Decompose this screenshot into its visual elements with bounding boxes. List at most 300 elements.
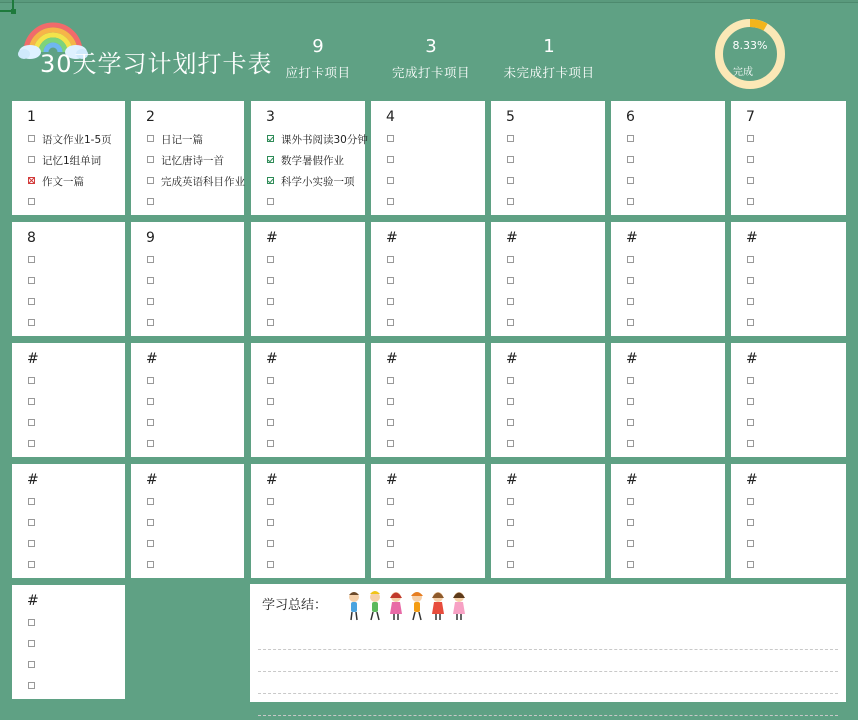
checkbox-icon[interactable] bbox=[147, 277, 154, 284]
checkbox-icon[interactable] bbox=[507, 440, 514, 447]
checkbox-icon[interactable] bbox=[387, 498, 394, 505]
task-item[interactable] bbox=[507, 538, 521, 552]
task-item[interactable] bbox=[507, 154, 521, 168]
task-item[interactable] bbox=[507, 317, 521, 331]
checkbox-icon[interactable] bbox=[28, 419, 35, 426]
day-card[interactable] bbox=[251, 464, 365, 578]
checkbox-icon[interactable] bbox=[747, 277, 754, 284]
day-card[interactable] bbox=[251, 343, 365, 457]
task-item[interactable] bbox=[747, 154, 761, 168]
task-item[interactable] bbox=[507, 296, 521, 310]
checkbox-icon[interactable] bbox=[747, 377, 754, 384]
task-text: 完成英语科目作业 bbox=[161, 176, 245, 188]
task-item[interactable] bbox=[747, 438, 761, 452]
day-number: 7 bbox=[746, 109, 755, 125]
checkbox-icon[interactable] bbox=[28, 619, 35, 626]
task-item[interactable] bbox=[147, 196, 161, 210]
checkbox-icon[interactable] bbox=[507, 377, 514, 384]
day-card[interactable] bbox=[731, 343, 846, 457]
task-item[interactable] bbox=[507, 559, 521, 573]
checkbox-icon[interactable] bbox=[147, 319, 154, 326]
checkbox-icon[interactable] bbox=[28, 135, 35, 142]
checkbox-icon[interactable] bbox=[507, 519, 514, 526]
task-item[interactable] bbox=[267, 196, 281, 210]
task-item[interactable] bbox=[387, 133, 401, 147]
task-item[interactable] bbox=[387, 175, 401, 189]
task-item[interactable] bbox=[28, 517, 42, 531]
task-item[interactable] bbox=[267, 317, 281, 331]
progress-donut bbox=[714, 18, 786, 90]
task-item[interactable] bbox=[147, 538, 161, 552]
task-item[interactable] bbox=[28, 396, 42, 410]
task-item[interactable] bbox=[387, 375, 401, 389]
day-number: # bbox=[146, 472, 158, 488]
checkbox-icon[interactable] bbox=[147, 540, 154, 547]
checkbox-icon[interactable] bbox=[387, 198, 394, 205]
task-item[interactable] bbox=[267, 417, 281, 431]
day-number: # bbox=[146, 351, 158, 367]
day-card[interactable] bbox=[12, 101, 125, 215]
checkbox-icon[interactable] bbox=[147, 419, 154, 426]
checkbox-icon[interactable] bbox=[147, 177, 154, 184]
checkbox-icon[interactable] bbox=[387, 298, 394, 305]
task-item[interactable] bbox=[267, 538, 281, 552]
task-item[interactable] bbox=[627, 133, 641, 147]
day-number: # bbox=[506, 472, 518, 488]
task-item[interactable] bbox=[747, 254, 761, 268]
task-item[interactable] bbox=[387, 196, 401, 210]
checkbox-icon[interactable] bbox=[507, 540, 514, 547]
checkbox-icon[interactable] bbox=[267, 540, 274, 547]
task-item[interactable] bbox=[267, 559, 281, 573]
checkbox-icon[interactable] bbox=[387, 177, 394, 184]
checkbox-icon[interactable] bbox=[28, 519, 35, 526]
day-card[interactable] bbox=[131, 222, 244, 336]
checkbox-icon[interactable] bbox=[747, 440, 754, 447]
task-item[interactable] bbox=[147, 496, 161, 510]
task-item[interactable] bbox=[28, 538, 42, 552]
summary-label: 学习总结： bbox=[262, 598, 328, 613]
task-item[interactable] bbox=[147, 254, 161, 268]
task-text: 作文一篇 bbox=[42, 176, 84, 188]
task-item[interactable] bbox=[267, 296, 281, 310]
checkbox-icon[interactable] bbox=[147, 377, 154, 384]
day-number: # bbox=[746, 230, 758, 246]
checkbox-icon[interactable] bbox=[387, 377, 394, 384]
task-item[interactable] bbox=[267, 154, 344, 168]
task-item[interactable] bbox=[28, 154, 101, 168]
checkbox-icon[interactable] bbox=[28, 377, 35, 384]
checkbox-icon[interactable] bbox=[747, 177, 754, 184]
task-item[interactable] bbox=[747, 517, 761, 531]
task-item[interactable] bbox=[267, 175, 355, 189]
summary-line[interactable] bbox=[258, 628, 838, 650]
checkbox-icon[interactable] bbox=[147, 198, 154, 205]
checkbox-icon[interactable] bbox=[28, 256, 35, 263]
task-item[interactable] bbox=[627, 559, 641, 573]
checkbox-icon[interactable] bbox=[147, 498, 154, 505]
stat-completed-label: 完成打卡项目 bbox=[391, 65, 470, 80]
task-item[interactable] bbox=[387, 517, 401, 531]
task-item[interactable] bbox=[28, 680, 42, 694]
task-item[interactable] bbox=[28, 296, 42, 310]
task-item[interactable] bbox=[28, 496, 42, 510]
checkbox-icon[interactable] bbox=[747, 498, 754, 505]
checkbox-icon[interactable] bbox=[507, 177, 514, 184]
checkbox-icon[interactable] bbox=[28, 398, 35, 405]
cell-selection-handle[interactable] bbox=[0, 0, 14, 12]
checkbox-icon[interactable] bbox=[747, 135, 754, 142]
day-card[interactable] bbox=[611, 343, 725, 457]
checkbox-icon[interactable] bbox=[747, 419, 754, 426]
checkbox-icon[interactable] bbox=[627, 540, 634, 547]
checked-checkbox-icon[interactable] bbox=[267, 156, 274, 163]
task-item[interactable] bbox=[747, 396, 761, 410]
task-item[interactable] bbox=[627, 296, 641, 310]
kids-illustration bbox=[344, 588, 474, 624]
day-number: 1 bbox=[27, 109, 36, 125]
checkbox-icon[interactable] bbox=[28, 440, 35, 447]
day-number: 2 bbox=[146, 109, 155, 125]
task-item[interactable] bbox=[28, 275, 42, 289]
task-item[interactable] bbox=[627, 438, 641, 452]
task-item[interactable] bbox=[627, 417, 641, 431]
task-item[interactable] bbox=[627, 396, 641, 410]
checkbox-icon[interactable] bbox=[747, 198, 754, 205]
task-item[interactable] bbox=[28, 417, 42, 431]
task-item[interactable] bbox=[747, 538, 761, 552]
checkbox-icon[interactable] bbox=[267, 319, 274, 326]
checked-checkbox-icon[interactable] bbox=[267, 177, 274, 184]
checkbox-icon[interactable] bbox=[507, 398, 514, 405]
checkbox-icon[interactable] bbox=[147, 440, 154, 447]
checkbox-icon[interactable] bbox=[267, 519, 274, 526]
task-item[interactable] bbox=[28, 617, 42, 631]
progress-done-label: 完成 bbox=[733, 67, 753, 78]
checkbox-icon[interactable] bbox=[387, 277, 394, 284]
checkbox-icon[interactable] bbox=[627, 319, 634, 326]
task-item[interactable] bbox=[747, 417, 761, 431]
task-item[interactable] bbox=[747, 375, 761, 389]
day-card[interactable] bbox=[491, 222, 605, 336]
checkbox-icon[interactable] bbox=[267, 440, 274, 447]
task-item[interactable] bbox=[747, 275, 761, 289]
task-item[interactable] bbox=[627, 196, 641, 210]
day-number: # bbox=[386, 472, 398, 488]
stat-uncompleted-value: 1 bbox=[543, 36, 555, 57]
checkbox-icon[interactable] bbox=[507, 419, 514, 426]
checkbox-icon[interactable] bbox=[267, 256, 274, 263]
task-item[interactable] bbox=[747, 196, 761, 210]
checkbox-icon[interactable] bbox=[627, 440, 634, 447]
day-card[interactable] bbox=[731, 101, 846, 215]
checkbox-icon[interactable] bbox=[507, 319, 514, 326]
task-item[interactable] bbox=[387, 317, 401, 331]
checkbox-icon[interactable] bbox=[627, 419, 634, 426]
day-card[interactable] bbox=[371, 101, 485, 215]
day-number: # bbox=[746, 351, 758, 367]
checkbox-icon[interactable] bbox=[147, 298, 154, 305]
task-item[interactable] bbox=[507, 275, 521, 289]
checkbox-icon[interactable] bbox=[627, 277, 634, 284]
task-item[interactable] bbox=[507, 517, 521, 531]
task-item[interactable] bbox=[267, 438, 281, 452]
task-item[interactable] bbox=[267, 396, 281, 410]
day-number: # bbox=[626, 351, 638, 367]
day-number: # bbox=[386, 230, 398, 246]
study-summary[interactable] bbox=[250, 584, 846, 702]
day-number: 5 bbox=[506, 109, 515, 125]
checkbox-icon[interactable] bbox=[28, 156, 35, 163]
task-item[interactable] bbox=[387, 275, 401, 289]
task-item[interactable] bbox=[28, 196, 42, 210]
task-item[interactable] bbox=[747, 133, 761, 147]
checkbox-icon[interactable] bbox=[627, 198, 634, 205]
checkbox-icon[interactable] bbox=[507, 277, 514, 284]
checkbox-icon[interactable] bbox=[147, 135, 154, 142]
checkbox-icon[interactable] bbox=[507, 156, 514, 163]
task-item[interactable] bbox=[28, 133, 112, 147]
checkbox-icon[interactable] bbox=[267, 377, 274, 384]
checkbox-icon[interactable] bbox=[507, 135, 514, 142]
stat-uncompleted-label: 未完成打卡项目 bbox=[503, 65, 595, 80]
checkbox-icon[interactable] bbox=[387, 398, 394, 405]
task-item[interactable] bbox=[28, 375, 42, 389]
day-number: # bbox=[27, 593, 39, 609]
task-item[interactable] bbox=[387, 496, 401, 510]
day-card[interactable] bbox=[611, 464, 725, 578]
task-item[interactable] bbox=[28, 317, 42, 331]
task-item[interactable] bbox=[28, 175, 84, 189]
day-card[interactable] bbox=[131, 343, 244, 457]
checkbox-icon[interactable] bbox=[627, 256, 634, 263]
task-item[interactable] bbox=[627, 175, 641, 189]
task-item[interactable] bbox=[747, 317, 761, 331]
day-card[interactable] bbox=[131, 464, 244, 578]
task-text: 日记一篇 bbox=[161, 134, 203, 146]
task-item[interactable] bbox=[147, 517, 161, 531]
task-item[interactable] bbox=[627, 517, 641, 531]
task-item[interactable] bbox=[627, 317, 641, 331]
task-item[interactable] bbox=[507, 375, 521, 389]
task-item[interactable] bbox=[627, 375, 641, 389]
checkbox-icon[interactable] bbox=[387, 540, 394, 547]
task-item[interactable] bbox=[147, 154, 224, 168]
checkbox-icon[interactable] bbox=[387, 156, 394, 163]
task-item[interactable] bbox=[387, 538, 401, 552]
checkbox-icon[interactable] bbox=[28, 682, 35, 689]
task-item[interactable] bbox=[147, 296, 161, 310]
day-card[interactable] bbox=[251, 222, 365, 336]
day-card[interactable] bbox=[731, 464, 846, 578]
page-title: 30天学习计划打卡表 bbox=[40, 50, 273, 78]
task-item[interactable] bbox=[507, 496, 521, 510]
day-card[interactable] bbox=[251, 101, 368, 215]
task-item[interactable] bbox=[627, 538, 641, 552]
checkbox-icon[interactable] bbox=[267, 398, 274, 405]
checkbox-icon[interactable] bbox=[28, 640, 35, 647]
task-item[interactable] bbox=[267, 275, 281, 289]
summary-line[interactable] bbox=[258, 694, 838, 716]
checkbox-icon[interactable] bbox=[147, 256, 154, 263]
task-item[interactable] bbox=[147, 275, 161, 289]
checkbox-icon[interactable] bbox=[507, 298, 514, 305]
summary-writing-lines[interactable] bbox=[258, 628, 838, 716]
task-item[interactable] bbox=[507, 175, 521, 189]
task-item[interactable] bbox=[28, 559, 42, 573]
stat-completed bbox=[376, 36, 486, 82]
checkbox-icon[interactable] bbox=[627, 298, 634, 305]
task-item[interactable] bbox=[747, 296, 761, 310]
task-item[interactable] bbox=[267, 254, 281, 268]
task-text: 记忆1组单词 bbox=[42, 155, 102, 167]
checkbox-icon[interactable] bbox=[747, 540, 754, 547]
task-item[interactable] bbox=[267, 496, 281, 510]
checkbox-icon[interactable] bbox=[747, 561, 754, 568]
checkbox-icon[interactable] bbox=[267, 298, 274, 305]
checkbox-icon[interactable] bbox=[747, 156, 754, 163]
summary-line[interactable] bbox=[258, 672, 838, 694]
task-item[interactable] bbox=[747, 496, 761, 510]
day-card[interactable] bbox=[371, 343, 485, 457]
day-card[interactable] bbox=[491, 343, 605, 457]
task-item[interactable] bbox=[147, 438, 161, 452]
task-item[interactable] bbox=[147, 317, 161, 331]
task-item[interactable] bbox=[507, 396, 521, 410]
crossed-checkbox-icon[interactable] bbox=[28, 177, 35, 184]
checkbox-icon[interactable] bbox=[28, 198, 35, 205]
checkbox-icon[interactable] bbox=[627, 177, 634, 184]
task-item[interactable] bbox=[747, 175, 761, 189]
day-card[interactable] bbox=[371, 222, 485, 336]
checkbox-icon[interactable] bbox=[387, 135, 394, 142]
checkbox-icon[interactable] bbox=[28, 498, 35, 505]
task-item[interactable] bbox=[387, 559, 401, 573]
day-number: 6 bbox=[626, 109, 635, 125]
day-card[interactable] bbox=[491, 464, 605, 578]
day-card[interactable] bbox=[12, 585, 125, 699]
checkbox-icon[interactable] bbox=[387, 519, 394, 526]
summary-line[interactable] bbox=[258, 650, 838, 672]
task-item[interactable] bbox=[627, 154, 641, 168]
checkbox-icon[interactable] bbox=[28, 277, 35, 284]
task-item[interactable] bbox=[267, 375, 281, 389]
task-item[interactable] bbox=[28, 438, 42, 452]
task-item[interactable] bbox=[267, 517, 281, 531]
checkbox-icon[interactable] bbox=[387, 561, 394, 568]
checkbox-icon[interactable] bbox=[267, 198, 274, 205]
progress-percent: 8.33% bbox=[732, 39, 768, 52]
day-card[interactable] bbox=[371, 464, 485, 578]
checkbox-icon[interactable] bbox=[747, 519, 754, 526]
task-item[interactable] bbox=[147, 375, 161, 389]
checkbox-icon[interactable] bbox=[147, 561, 154, 568]
task-item[interactable] bbox=[627, 496, 641, 510]
day-card[interactable] bbox=[12, 464, 125, 578]
task-item[interactable] bbox=[147, 133, 203, 147]
day-number: 3 bbox=[266, 109, 275, 125]
checked-checkbox-icon[interactable] bbox=[267, 135, 274, 142]
checkbox-icon[interactable] bbox=[507, 561, 514, 568]
task-item[interactable] bbox=[387, 438, 401, 452]
task-item[interactable] bbox=[507, 438, 521, 452]
task-item[interactable] bbox=[267, 133, 368, 147]
task-item[interactable] bbox=[147, 396, 161, 410]
checkbox-icon[interactable] bbox=[387, 419, 394, 426]
checkbox-icon[interactable] bbox=[627, 519, 634, 526]
task-item[interactable] bbox=[147, 175, 245, 189]
checkbox-icon[interactable] bbox=[267, 419, 274, 426]
task-item[interactable] bbox=[147, 417, 161, 431]
checkbox-icon[interactable] bbox=[28, 319, 35, 326]
task-item[interactable] bbox=[747, 559, 761, 573]
day-card[interactable] bbox=[611, 101, 725, 215]
checkbox-icon[interactable] bbox=[387, 256, 394, 263]
task-item[interactable] bbox=[387, 417, 401, 431]
task-item[interactable] bbox=[387, 154, 401, 168]
task-item[interactable] bbox=[507, 417, 521, 431]
task-item[interactable] bbox=[507, 254, 521, 268]
day-card[interactable] bbox=[611, 222, 725, 336]
checkbox-icon[interactable] bbox=[747, 298, 754, 305]
checkbox-icon[interactable] bbox=[28, 561, 35, 568]
task-item[interactable] bbox=[507, 196, 521, 210]
checkbox-icon[interactable] bbox=[507, 198, 514, 205]
checkbox-icon[interactable] bbox=[267, 561, 274, 568]
task-item[interactable] bbox=[28, 254, 42, 268]
checkbox-icon[interactable] bbox=[747, 256, 754, 263]
checkbox-icon[interactable] bbox=[147, 398, 154, 405]
checkbox-icon[interactable] bbox=[147, 519, 154, 526]
task-item[interactable] bbox=[387, 396, 401, 410]
checkbox-icon[interactable] bbox=[147, 156, 154, 163]
checkbox-icon[interactable] bbox=[507, 498, 514, 505]
checkbox-icon[interactable] bbox=[28, 540, 35, 547]
task-item[interactable] bbox=[387, 296, 401, 310]
checkbox-icon[interactable] bbox=[507, 256, 514, 263]
day-card[interactable] bbox=[12, 222, 125, 336]
task-item[interactable] bbox=[28, 638, 42, 652]
day-number: # bbox=[506, 230, 518, 246]
checkbox-icon[interactable] bbox=[627, 135, 634, 142]
checkbox-icon[interactable] bbox=[627, 561, 634, 568]
day-card[interactable] bbox=[731, 222, 846, 336]
checkbox-icon[interactable] bbox=[747, 398, 754, 405]
checkbox-icon[interactable] bbox=[627, 398, 634, 405]
day-card[interactable] bbox=[491, 101, 605, 215]
checkbox-icon[interactable] bbox=[267, 277, 274, 284]
task-item[interactable] bbox=[387, 254, 401, 268]
checkbox-icon[interactable] bbox=[387, 440, 394, 447]
task-item[interactable] bbox=[28, 659, 42, 673]
checkbox-icon[interactable] bbox=[28, 661, 35, 668]
task-item[interactable] bbox=[627, 275, 641, 289]
checkbox-icon[interactable] bbox=[627, 498, 634, 505]
checkbox-icon[interactable] bbox=[627, 377, 634, 384]
day-number: # bbox=[506, 351, 518, 367]
spreadsheet-top-strip bbox=[0, 0, 858, 3]
checkbox-icon[interactable] bbox=[747, 319, 754, 326]
task-item[interactable] bbox=[627, 254, 641, 268]
checkbox-icon[interactable] bbox=[387, 319, 394, 326]
task-item[interactable] bbox=[147, 559, 161, 573]
checkbox-icon[interactable] bbox=[28, 298, 35, 305]
day-card[interactable] bbox=[12, 343, 125, 457]
task-item[interactable] bbox=[507, 133, 521, 147]
day-card[interactable] bbox=[131, 101, 244, 215]
checkbox-icon[interactable] bbox=[627, 156, 634, 163]
checkbox-icon[interactable] bbox=[267, 498, 274, 505]
